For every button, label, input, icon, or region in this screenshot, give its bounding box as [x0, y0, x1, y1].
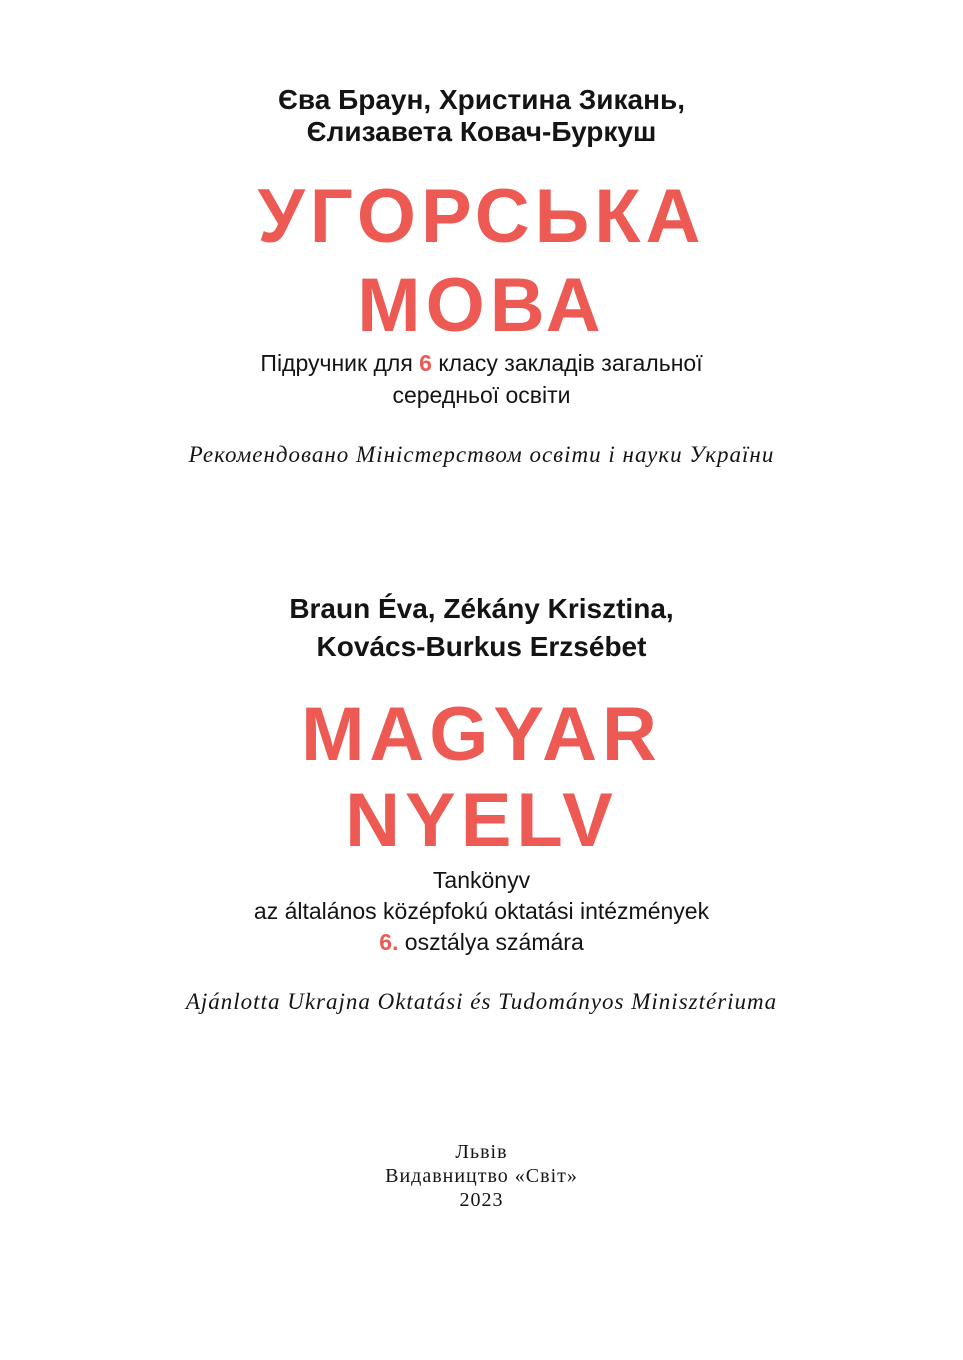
- ukrainian-grade-number: 6: [419, 350, 432, 376]
- hungarian-subtitle-after-grade: osztálya számára: [398, 929, 584, 955]
- ukrainian-authors-line-2: Єлизавета Ковач-Буркуш: [306, 116, 657, 147]
- ukrainian-subtitle-before-grade: Підручник для: [260, 350, 420, 376]
- hungarian-title-line-2: NYELV: [345, 778, 618, 863]
- ukrainian-subtitle-line-2: середньої освіти: [392, 382, 571, 408]
- imprint-year: 2023: [459, 1189, 504, 1211]
- hungarian-authors-line-2: Kovács-Burkus Erzsébet: [316, 631, 647, 662]
- ukrainian-title-line-1: УГОРСЬКА: [257, 174, 706, 259]
- hungarian-title-line-1: MAGYAR: [301, 692, 662, 777]
- hungarian-recommendation: Ajánlotta Ukrajna Oktatási és Tudományos Minisztériuma: [185, 989, 778, 1014]
- hungarian-authors-line-1: Braun Éva, Zékány Krisztina,: [289, 593, 674, 624]
- hungarian-subtitle-line-1: Tankönyv: [432, 867, 531, 893]
- ukrainian-subtitle-line-1: [0, 347, 963, 379]
- hungarian-subtitle-line-2: az általános középfokú oktatási intézmények: [253, 898, 710, 924]
- hungarian-grade-number: 6.: [379, 929, 399, 955]
- ukrainian-subtitle-after-grade: класу закладів загальної: [431, 350, 703, 376]
- hungarian-subtitle-line-3: [0, 926, 963, 958]
- ukrainian-title-line-2: МОВА: [357, 263, 606, 348]
- ukrainian-authors-line-1: Єва Браун, Христина Зикань,: [278, 84, 685, 115]
- imprint-publisher: Видавництво «Світ»: [385, 1165, 578, 1187]
- ukrainian-recommendation: Рекомендовано Міністерством освіти і науки України: [188, 442, 775, 467]
- imprint-city: Львів: [455, 1141, 508, 1163]
